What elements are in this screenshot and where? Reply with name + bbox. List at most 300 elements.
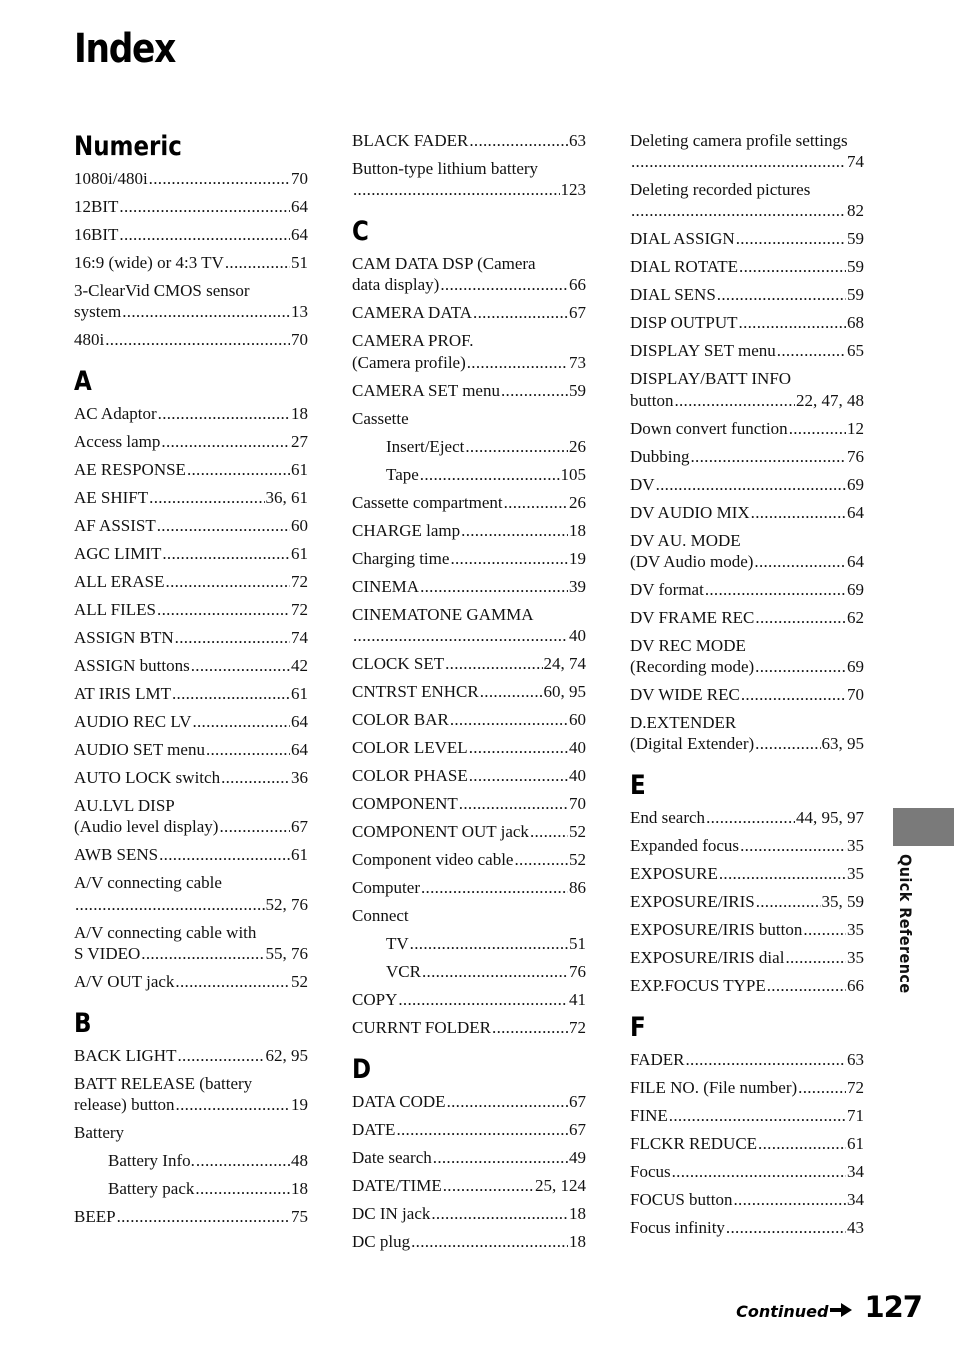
page-reference: 52: [569, 821, 586, 841]
page-reference: 73: [569, 352, 586, 372]
entry-label: Access lamp: [74, 432, 161, 452]
index-subentry: [352, 462, 586, 490]
dot-leader: [420, 464, 560, 485]
entry-label: Cassette: [352, 408, 409, 428]
entry-label: COLOR BAR: [352, 709, 449, 729]
page-reference: 12: [847, 418, 864, 438]
page-reference: 72: [291, 572, 308, 592]
page-reference: 52, 76: [265, 894, 308, 914]
entry-leader-row: [630, 474, 864, 495]
entry-leader-row: [386, 464, 586, 485]
dot-leader: [777, 340, 846, 361]
entry-label: EXPOSURE/IRIS button: [630, 920, 803, 940]
entry-label: AUDIO REC LV: [74, 712, 192, 732]
dot-leader: [445, 653, 542, 674]
entry-label: DISP OUTPUT: [630, 313, 738, 333]
index-entry: [74, 1071, 308, 1120]
dot-leader: [756, 891, 821, 912]
index-entry: [352, 1173, 586, 1201]
page-reference: 62: [847, 607, 864, 627]
page-reference: 82: [847, 201, 864, 221]
dot-leader: [162, 543, 290, 564]
entry-label: Battery pack: [108, 1179, 195, 1199]
entry-leader-row: [74, 971, 308, 992]
entry-leader-row: [630, 733, 864, 754]
dot-leader: [105, 329, 290, 350]
index-entry: [630, 416, 864, 444]
entry-label: EXPOSURE/IRIS dial: [630, 948, 785, 968]
entry-leader-row: [74, 196, 308, 217]
index-entry: [352, 518, 586, 546]
entry-label: Expanded focus: [630, 836, 740, 856]
entry-leader-row: [74, 943, 308, 964]
page-reference: 51: [291, 253, 308, 272]
entry-label: DIAL ASSIGN: [630, 229, 735, 249]
index-entry: [352, 156, 586, 205]
dot-leader: [422, 961, 568, 982]
entry-label: DC plug: [352, 1231, 411, 1251]
page-reference: 59: [847, 229, 864, 249]
page-reference: 36: [291, 768, 308, 788]
dot-leader: [785, 947, 846, 968]
page-reference: 61: [847, 1134, 864, 1154]
page-reference: 70: [291, 169, 308, 188]
dot-leader: [149, 168, 290, 189]
entry-leader-row: [74, 844, 308, 865]
entry-leader-row: [630, 1161, 864, 1182]
index-entry: [630, 310, 864, 338]
entry-leader-row: [74, 627, 308, 648]
entry-leader-row: [630, 446, 864, 467]
index-entry: [74, 681, 308, 709]
dot-leader: [440, 274, 568, 295]
index-entry: [630, 889, 864, 917]
page-reference: 52: [569, 849, 586, 869]
entry-leader-row: [352, 1203, 586, 1224]
page-reference: 64: [291, 712, 308, 732]
index-entry: [630, 1187, 864, 1215]
page-reference: 41: [569, 989, 586, 1009]
dot-leader: [192, 711, 290, 732]
page-reference: 49: [569, 1147, 586, 1167]
entry-label: CAMERA SET menu: [352, 380, 500, 400]
entry-leader-row: [352, 274, 586, 295]
index-entry: [630, 1159, 864, 1187]
entry-label: (Recording mode): [630, 657, 755, 677]
page-reference: 64: [291, 225, 308, 244]
dot-leader: [411, 1231, 568, 1252]
index-entry: [352, 651, 586, 679]
entry-leader-row: [630, 947, 864, 968]
entry-label: release) button: [74, 1095, 175, 1115]
entry-leader-row: [630, 228, 864, 249]
page-number: 127: [864, 1290, 922, 1324]
dot-leader: [119, 224, 290, 245]
dot-leader: [501, 380, 568, 401]
entry-leader-row: [630, 1049, 864, 1070]
dot-leader: [726, 1217, 846, 1238]
entry-label: 1080i/480i: [74, 169, 148, 188]
dot-leader: [187, 459, 290, 480]
index-entry: [630, 805, 864, 833]
entry-leader-row: [352, 1119, 586, 1140]
entry-leader-row: [352, 1017, 586, 1038]
index-group-label: [352, 406, 586, 434]
side-tab-label: Quick Reference: [896, 854, 915, 994]
entry-label: EXPOSURE/IRIS: [630, 892, 755, 912]
entry-label-line1: A/V connecting cable with: [74, 922, 257, 942]
index-entry: [630, 577, 864, 605]
entry-label: Focus infinity: [630, 1218, 725, 1238]
index-entry: [630, 366, 864, 415]
entry-label: DC IN jack: [352, 1203, 431, 1223]
entry-label: FLCKR REDUCE: [630, 1134, 758, 1154]
entry-label-line1: D.EXTENDER: [630, 713, 737, 733]
entry-label: FINE: [630, 1106, 668, 1126]
entry-leader-row: [630, 975, 864, 996]
entry-label-line1: CINEMATONE GAMMA: [352, 604, 534, 624]
section-heading: F: [630, 1012, 646, 1044]
entry-label: CINEMA: [352, 576, 420, 596]
index-column-2: [352, 128, 586, 1257]
index-entry: [630, 472, 864, 500]
index-entry: [352, 987, 586, 1015]
index-entry: [352, 1117, 586, 1145]
entry-label: DISPLAY SET menu: [630, 341, 776, 361]
entry-label: DV FRAME REC: [630, 607, 755, 627]
entry-leader-row: [74, 655, 308, 676]
page-reference: 44, 95, 97: [796, 808, 864, 828]
dot-leader: [734, 1189, 847, 1210]
dot-leader: [492, 1017, 568, 1038]
entry-label: End search: [630, 808, 706, 828]
entry-label-line1: CAMERA PROF.: [352, 331, 474, 351]
page-reference: 61: [291, 845, 308, 865]
continued-label: Continued: [736, 1302, 829, 1321]
index-entry: [74, 920, 308, 969]
index-entry: [74, 485, 308, 513]
dot-leader: [705, 579, 846, 600]
index-entry: [352, 1229, 586, 1257]
entry-label-line1: BATT RELEASE (battery: [74, 1073, 253, 1093]
entry-leader-row: [386, 933, 586, 954]
index-entry: [352, 378, 586, 406]
entry-label: EXPOSURE: [630, 864, 718, 884]
index-entry: [352, 1145, 586, 1173]
index-entry: [352, 602, 586, 651]
page-reference: 63, 95: [821, 734, 864, 754]
dot-leader: [803, 919, 846, 940]
index-entry: [74, 569, 308, 597]
index-entry: [630, 833, 864, 861]
index-entry: [74, 327, 308, 355]
dot-leader: [530, 821, 568, 842]
dot-leader: [751, 502, 846, 523]
entry-label: Insert/Eject: [386, 436, 465, 456]
entry-leader-row: [630, 684, 864, 705]
dot-leader: [221, 767, 290, 788]
dot-leader: [225, 252, 290, 273]
entry-leader-row: [108, 1178, 308, 1199]
page-reference: 25, 124: [535, 1175, 586, 1195]
dot-leader: [739, 256, 846, 277]
dot-leader: [504, 492, 568, 513]
entry-label: A/V OUT jack: [74, 971, 175, 991]
entry-label: COMPONENT: [352, 793, 458, 813]
entry-leader-row: [386, 436, 586, 457]
page-reference: 18: [291, 1179, 308, 1199]
page-reference: 35: [847, 920, 864, 940]
entry-label: BACK LIGHT: [74, 1045, 177, 1065]
index-subentry: [74, 1176, 308, 1204]
index-column-3: [630, 128, 864, 1243]
index-group-label: [74, 1120, 308, 1148]
entry-label: AUDIO SET menu: [74, 740, 205, 760]
entry-label-line1: A/V connecting cable: [74, 873, 222, 893]
page-reference: 18: [569, 1231, 586, 1251]
entry-leader-row: [74, 739, 308, 760]
dot-leader: [175, 627, 290, 648]
index-entry: [630, 605, 864, 633]
index-entry: [74, 541, 308, 569]
page-reference: 24, 74: [543, 653, 586, 673]
entry-leader-row: [74, 431, 308, 452]
index-entry: [74, 597, 308, 625]
entry-label: CHARGE lamp: [352, 520, 461, 540]
entry-label: Dubbing: [630, 446, 690, 466]
index-entry: [630, 128, 864, 177]
index-entry: [352, 791, 586, 819]
entry-label: Cassette compartment: [352, 492, 503, 512]
page-reference: 18: [291, 404, 308, 424]
page-reference: 59: [847, 285, 864, 305]
page-reference: 71: [847, 1106, 864, 1126]
index-entry: [630, 917, 864, 945]
dot-leader: [161, 431, 290, 452]
entry-leader-row: [352, 492, 586, 513]
dot-leader: [119, 196, 290, 217]
entry-leader-row: [74, 515, 308, 536]
dot-leader: [740, 835, 846, 856]
entry-leader-row: [74, 329, 308, 350]
dot-leader: [443, 1175, 534, 1196]
entry-leader-row: [630, 807, 864, 828]
entry-label: AE SHIFT: [74, 488, 149, 508]
dot-leader: [191, 655, 290, 676]
page-reference: 70: [291, 330, 308, 350]
index-entry: [74, 793, 308, 842]
entry-leader-row: [352, 653, 586, 674]
index-entry: [630, 973, 864, 1001]
index-entry: [630, 1103, 864, 1131]
index-entry: [630, 528, 864, 577]
entry-leader-row: [630, 1189, 864, 1210]
page-reference: 18: [569, 1203, 586, 1223]
entry-leader-row: [74, 571, 308, 592]
page-reference: 70: [569, 793, 586, 813]
index-entry: [630, 500, 864, 528]
dot-leader: [353, 179, 560, 200]
page-reference: 26: [569, 436, 586, 456]
entry-leader-row: [630, 1105, 864, 1126]
entry-label: button: [630, 390, 674, 410]
entry-label: DATA CODE: [352, 1091, 446, 1111]
dot-leader: [431, 1203, 568, 1224]
entry-leader-row: [352, 520, 586, 541]
page-reference: 86: [569, 877, 586, 897]
entry-leader-row: [352, 1147, 586, 1168]
entry-leader-row: [352, 548, 586, 569]
page-reference: 64: [847, 551, 864, 571]
page-reference: 70: [847, 685, 864, 705]
entry-label: COPY: [352, 989, 398, 1009]
arrow-right-icon: [830, 1302, 852, 1321]
entry-label: S VIDEO: [74, 943, 141, 963]
dot-leader: [461, 520, 568, 541]
page-reference: 68: [847, 313, 864, 333]
index-entry: [74, 513, 308, 541]
dot-leader: [450, 709, 568, 730]
entry-label: FOCUS button: [630, 1190, 733, 1210]
dot-leader: [469, 765, 568, 786]
index-entry: [352, 875, 586, 903]
index-entry: [352, 679, 586, 707]
index-entry: [74, 709, 308, 737]
entry-label-line1: DV REC MODE: [630, 635, 746, 655]
page-reference: 63: [569, 131, 586, 150]
entry-leader-row: [630, 919, 864, 940]
entry-leader-row: [74, 1094, 308, 1115]
entry-label-line1: AU.LVL DISP: [74, 796, 175, 816]
entry-label: DIAL SENS: [630, 285, 716, 305]
entry-label: ALL FILES: [74, 600, 157, 620]
entry-leader-row: [108, 1150, 308, 1171]
index-entry: [630, 177, 864, 226]
entry-leader-row: [74, 711, 308, 732]
entry-label: ASSIGN buttons: [74, 656, 190, 676]
entry-label-line1: DV AU. MODE: [630, 530, 741, 550]
index-entry: [74, 842, 308, 870]
entry-label: BEEP: [74, 1207, 116, 1227]
index-entry: [630, 682, 864, 710]
index-entry: [74, 870, 308, 919]
dot-leader: [196, 1150, 290, 1171]
entry-label: DV AUDIO MIX: [630, 502, 750, 522]
entry-label: COLOR LEVEL: [352, 737, 468, 757]
entry-leader-row: [630, 891, 864, 912]
page-reference: 123: [560, 180, 586, 200]
page-reference: 26: [569, 492, 586, 512]
index-subentry: [352, 959, 586, 987]
dot-leader: [219, 816, 290, 837]
entry-leader-row: [630, 200, 864, 221]
page-reference: 40: [569, 765, 586, 785]
entry-label-line1: Deleting camera profile settings: [630, 131, 848, 150]
page-reference: 39: [569, 576, 586, 596]
dot-leader: [157, 515, 290, 536]
entry-label: AGC LIMIT: [74, 544, 162, 564]
page-reference: 75: [291, 1207, 308, 1227]
entry-leader-row: [630, 418, 864, 439]
entry-leader-row: [74, 767, 308, 788]
entry-label-line1: CAM DATA DSP (Camera: [352, 254, 536, 274]
index-entry: [74, 222, 308, 250]
entry-leader-row: [74, 487, 308, 508]
index-entry: [352, 1089, 586, 1117]
page-reference: 19: [569, 548, 586, 568]
entry-label: AUTO LOCK switch: [74, 768, 221, 788]
entry-label: Date search: [352, 1147, 432, 1167]
index-entry: [74, 194, 308, 222]
entry-leader-row: [74, 543, 308, 564]
entry-leader-row: [630, 390, 864, 411]
page-title: Index: [74, 26, 175, 72]
index-entry: [352, 300, 586, 328]
dot-leader: [717, 284, 846, 305]
entry-leader-row: [74, 683, 308, 704]
entry-label: DIAL ROTATE: [630, 257, 739, 277]
page-reference: 60: [291, 516, 308, 536]
entry-leader-row: [352, 877, 586, 898]
entry-label: AC Adaptor: [74, 404, 157, 424]
dot-leader: [789, 418, 846, 439]
dot-leader: [672, 1161, 846, 1182]
entry-leader-row: [352, 849, 586, 870]
index-entry: [630, 945, 864, 973]
entry-leader-row: [630, 607, 864, 628]
page-reference: 55, 76: [265, 943, 308, 963]
entry-leader-row: [352, 302, 586, 323]
entry-label: Focus: [630, 1162, 671, 1182]
entry-label: DV WIDE REC: [630, 685, 740, 705]
entry-leader-row: [352, 681, 586, 702]
dot-leader: [467, 352, 568, 373]
index-entry: [630, 444, 864, 472]
entry-leader-row: [630, 284, 864, 305]
page-reference: 59: [847, 257, 864, 277]
entry-leader-row: [352, 737, 586, 758]
dot-leader: [149, 487, 264, 508]
dot-leader: [741, 684, 846, 705]
entry-leader-row: [630, 551, 864, 572]
index-column-1: [74, 128, 308, 1232]
dot-leader: [75, 894, 265, 915]
entry-leader-row: [630, 1133, 864, 1154]
page-reference: 63: [847, 1050, 864, 1070]
entry-leader-row: [74, 403, 308, 424]
dot-leader: [754, 551, 846, 572]
dot-leader: [166, 571, 290, 592]
page-reference: 74: [847, 152, 864, 172]
entry-label: VCR: [386, 961, 421, 981]
entry-label: Battery Info.: [108, 1151, 195, 1171]
entry-label-line1: Button-type lithium battery: [352, 159, 539, 178]
entry-leader-row: [630, 1077, 864, 1098]
entry-label: (DV Audio mode): [630, 551, 754, 571]
entry-label: 16BIT: [74, 225, 119, 244]
entry-label: CAMERA DATA: [352, 303, 473, 323]
index-entry: [74, 278, 308, 327]
entry-label: TV: [386, 933, 409, 953]
page-reference: 64: [291, 740, 308, 760]
entry-label: Connect: [352, 905, 409, 925]
index-entry: [630, 633, 864, 682]
page-reference: 43: [847, 1218, 864, 1238]
entry-leader-row: [352, 709, 586, 730]
index-entry: [74, 1204, 308, 1232]
entry-leader-row: [74, 252, 308, 273]
index-entry: [630, 282, 864, 310]
